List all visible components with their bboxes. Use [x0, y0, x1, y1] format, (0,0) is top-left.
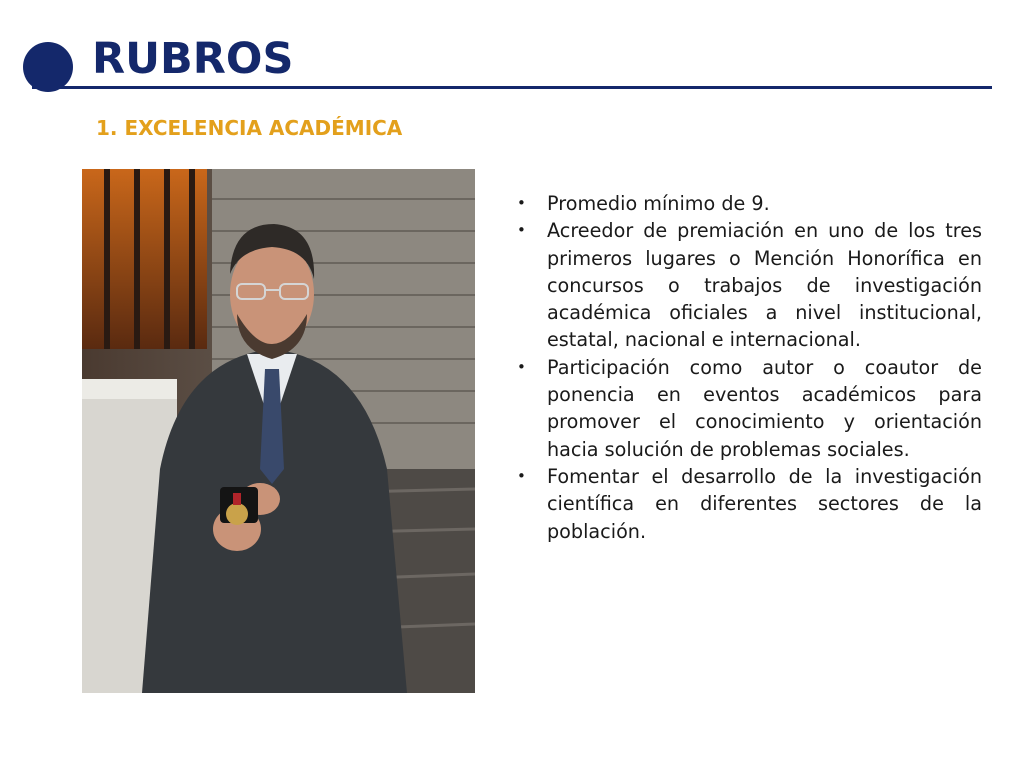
- title-underline: [32, 86, 992, 89]
- list-item: • Fomentar el desarrollo de la investigación científica en diferentes sectores de la población.: [517, 464, 982, 543]
- photo-illustration: [82, 169, 475, 693]
- requirements-list: [517, 190, 982, 545]
- title-bullet-circle: [23, 42, 73, 92]
- section-subtitle: 1. EXCELENCIA ACADÉMICA: [96, 116, 403, 140]
- list-item: • Participación como autor o coautor de ponencia en eventos académicos para promover el conocimiento y orientación hacia solución de problemas sociales.: [517, 355, 982, 461]
- bullet-dot-icon: •: [517, 466, 526, 485]
- list-item: • Promedio mínimo de 9.: [517, 190, 982, 217]
- bullet-dot-icon: •: [517, 357, 526, 376]
- slide-title: RUBROS: [92, 34, 294, 84]
- bullet-dot-icon: •: [517, 221, 526, 240]
- bullet-dot-icon: •: [517, 194, 526, 212]
- photo-person-with-medal: [82, 169, 475, 693]
- list-item: • Acreedor de premiación en uno de los tres primeros lugares o Mención Honorífica en concursos o trabajos de investigación académica oficiales a nivel institucional, estatal, nacional e internacional.: [517, 219, 982, 352]
